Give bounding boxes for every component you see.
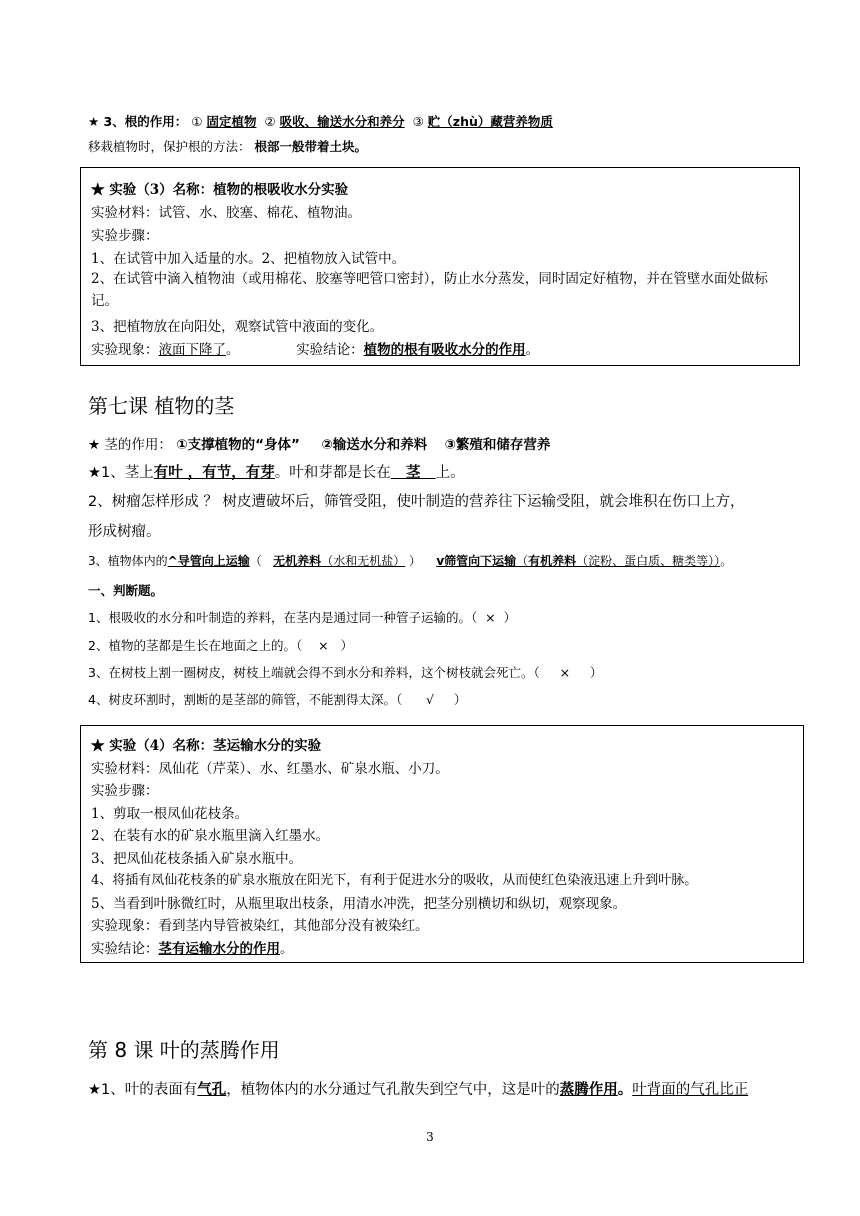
exp3-conclusion: 植物的根有吸收水分的作用 bbox=[363, 342, 526, 358]
page-number: 3 bbox=[426, 1130, 434, 1144]
stem-function-line bbox=[88, 433, 550, 453]
exp3-step-2: 2、在试管中滴入植物油（或用棉花、胶塞等吧管口密封），防止水分蒸发，同时固定好植物，并在管壁水面处做标记。 bbox=[91, 271, 768, 309]
transplant-line bbox=[88, 137, 367, 155]
exp3-step-3: 3、把植物放在向阳处，观察试管中液面的变化。 bbox=[91, 319, 384, 335]
l8-f: 叶背面的气孔比正 bbox=[632, 1082, 749, 1098]
exp3-phenomenon-label: 实验现象： bbox=[91, 342, 159, 358]
stem-func-label: ★ 茎的作用： bbox=[88, 437, 172, 453]
p3-inorganic: 无机养料 bbox=[273, 554, 322, 568]
lesson7-point-2b: 形成树瘤。 bbox=[88, 524, 161, 540]
lesson7-point-3 bbox=[88, 552, 732, 569]
exp4-conclusion-line bbox=[91, 937, 294, 957]
roots-num-3: ③ bbox=[412, 114, 424, 129]
exp4-step-5: 5、当看到叶脉微红时，从瓶里取出枝条，用清水冲洗，把茎分别横切和纵切，观察现象。 bbox=[91, 896, 627, 912]
transplant-label: 移栽植物时，保护根的方法： bbox=[88, 139, 251, 154]
stem-func-1: ①支撑植物的“身体” bbox=[176, 437, 300, 453]
p3-k: 。 bbox=[720, 554, 733, 568]
judge-item-1: 1、根吸收的水分和叶制造的养料，在茎内是通过同一种管子运输的。（ × ） bbox=[88, 610, 517, 625]
p3-f: ） bbox=[409, 554, 422, 568]
lesson8-heading: 第 8 课 叶的蒸腾作用 bbox=[88, 1038, 280, 1062]
lesson7-point-2: 2、树瘤怎样形成 ？ 树皮遭破坏后，筛管受阻，使叶制造的营养往下运输受阻，就会堆积在伤口上方， bbox=[88, 494, 745, 510]
judge-item-4: 4、树皮环割时，割断的是茎部的筛管，不能割得太深。（ √ ） bbox=[88, 692, 467, 707]
l8-e: 。 bbox=[617, 1082, 633, 1098]
lesson7-point-1 bbox=[88, 461, 465, 482]
experiment-3-box bbox=[80, 167, 800, 366]
exp3-conclusion-end: 。 bbox=[525, 342, 540, 358]
exp3-title: ★ 实验（3）名称：植物的根吸收水分实验 bbox=[91, 182, 349, 198]
exp4-phenomenon: 实验现象：看到茎内导管被染红，其他部分没有被染红。 bbox=[91, 918, 429, 934]
p3-organic: 有机养料 bbox=[528, 554, 577, 568]
transplant-value: 根部一般带着土块。 bbox=[254, 139, 368, 154]
l8-stomata: 气孔 bbox=[197, 1082, 227, 1098]
l8-transpiration: 蒸腾作用 bbox=[559, 1082, 618, 1098]
roots-function-line bbox=[88, 112, 553, 130]
exp3-step-1: 1、在试管中加入适量的水。2、把植物放入试管中。 bbox=[91, 251, 406, 267]
p3-phloem: v筛管向下运输 bbox=[436, 554, 517, 568]
roots-function-2: 吸收、输送水分和养分 bbox=[279, 114, 405, 129]
exp4-step-2: 2、在装有水的矿泉水瓶里滴入红墨水。 bbox=[91, 828, 330, 844]
p3-c: （ bbox=[249, 554, 266, 568]
exp4-steps-label: 实验步骤： bbox=[91, 783, 159, 799]
exp4-step-4: 4、将插有凤仙花枝条的矿泉水瓶放在阳光下，有利于促进水分的吸收，从而使红色染液迅速上升到叶脉。 bbox=[91, 873, 698, 888]
exp4-step-1: 1、剪取一根凤仙花枝条。 bbox=[91, 806, 249, 822]
experiment-4-box bbox=[80, 725, 804, 963]
judge-item-2: 2、植物的茎都是生长在地面之上的。（ × ） bbox=[88, 638, 353, 653]
exp3-conclusion-label: 实验结论： bbox=[296, 342, 364, 358]
l8-a: ★1、叶的表面有 bbox=[88, 1082, 198, 1098]
l8-c: ，植物体内的水分通过气孔散失到空气中，这是叶的 bbox=[226, 1082, 560, 1098]
stem-func-2: ②输送水分和养料 bbox=[321, 437, 428, 453]
roots-num-2: ② bbox=[264, 114, 276, 129]
p1-stem: 茎 bbox=[390, 465, 436, 481]
exp4-title: ★ 实验（4）名称：茎运输水分的实验 bbox=[91, 738, 322, 754]
roots-num-1: ① bbox=[191, 114, 203, 129]
stem-func-3: ③繁殖和储存营养 bbox=[444, 437, 551, 453]
p3-a: 3、植物体内的 bbox=[88, 554, 168, 568]
exp4-conclusion-label: 实验结论： bbox=[91, 941, 159, 957]
p3-organic-detail: （淀粉、蛋白质、糖类等）） bbox=[576, 554, 721, 568]
p3-xylem: ^导管向上运输 bbox=[167, 554, 250, 568]
p1-e: 上。 bbox=[435, 465, 465, 481]
exp3-materials: 实验材料：试管、水、胶塞、棉花、植物油。 bbox=[91, 205, 361, 221]
exp3-steps-label: 实验步骤： bbox=[91, 228, 159, 244]
judge-heading: 一、判断题。 bbox=[88, 583, 164, 598]
p1-c: 。叶和芽都是长在 bbox=[274, 465, 391, 481]
exp4-conclusion: 茎有运输水分的作用 bbox=[158, 941, 280, 957]
exp3-phenomenon: 液面下降了 bbox=[158, 342, 226, 358]
exp4-step-3: 3、把凤仙花枝条插入矿泉水瓶中。 bbox=[91, 851, 303, 867]
roots-title: ★ 3、根的作用： bbox=[88, 114, 188, 129]
exp3-phenomenon-end: 。 bbox=[226, 342, 240, 358]
p3-inorganic-detail: （水和无机盐） bbox=[321, 554, 406, 568]
p3-h: （ bbox=[516, 554, 529, 568]
p1-leaf-node-bud: 有叶 ，有节，有芽 bbox=[153, 465, 275, 481]
roots-function-3: 贮（zhù）藏营养物质 bbox=[427, 114, 553, 129]
exp3-result-line bbox=[91, 338, 539, 358]
exp4-conclusion-end: 。 bbox=[280, 941, 294, 957]
lesson7-heading: 第七课 植物的茎 bbox=[88, 394, 235, 418]
judge-item-3: 3、在树枝上割一圈树皮，树枝上端就会得不到水分和养料，这个树枝就会死亡。（ × ） bbox=[88, 665, 603, 680]
exp4-materials: 实验材料：凤仙花（芹菜）、水、红墨水、矿泉水瓶、小刀。 bbox=[91, 761, 449, 777]
roots-function-1: 固定植物 bbox=[206, 114, 257, 129]
p1-a: ★1、茎上 bbox=[88, 465, 154, 481]
lesson8-point-1 bbox=[88, 1078, 748, 1099]
